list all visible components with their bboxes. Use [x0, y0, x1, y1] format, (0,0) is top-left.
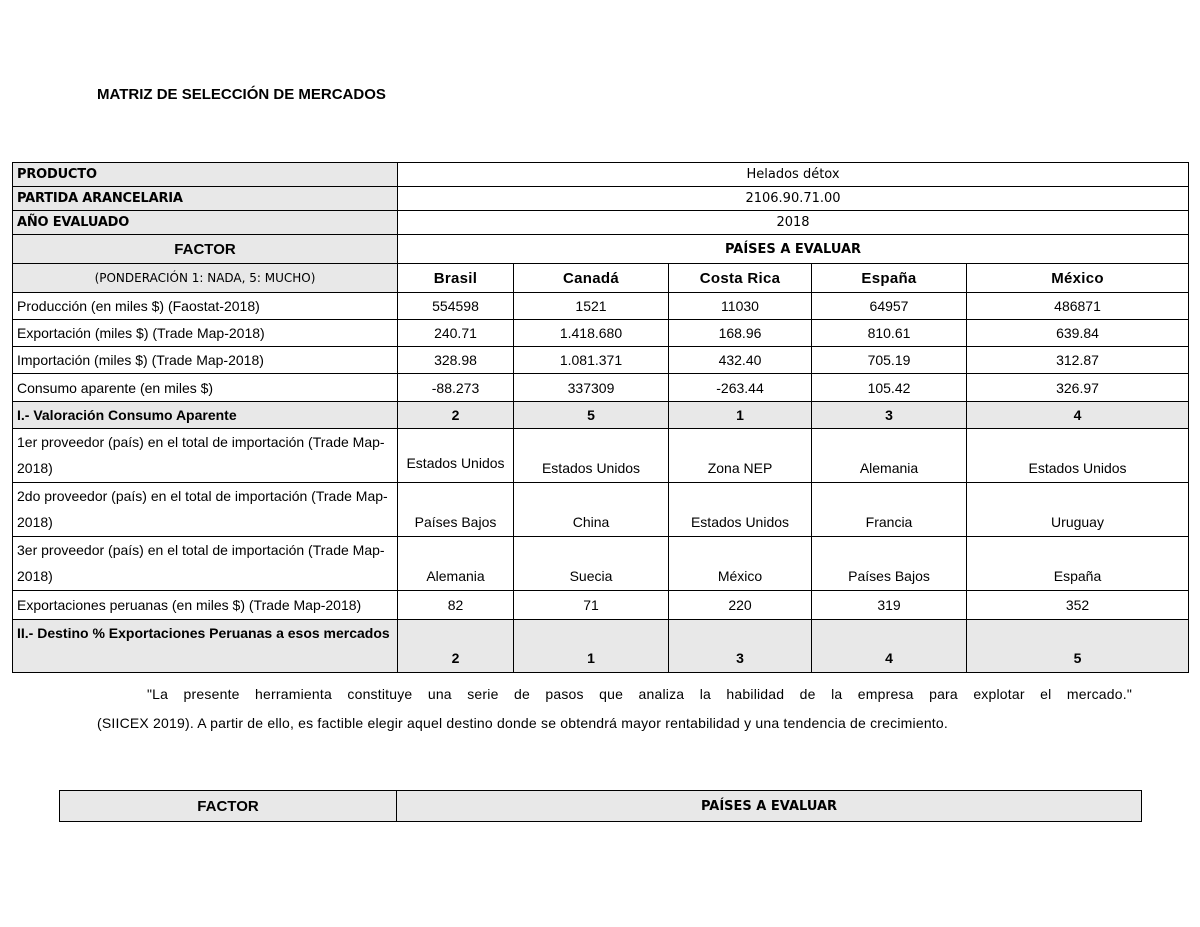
- table-cell: -88.273: [398, 374, 514, 402]
- info-row-anio: [13, 211, 1189, 235]
- header-row: [13, 235, 1189, 264]
- table-cell: 1.418.680: [514, 320, 669, 347]
- factor-header: FACTOR: [13, 235, 398, 264]
- table-row: [13, 293, 1189, 320]
- table-cell: 352: [967, 591, 1189, 620]
- country-header: Costa Rica: [669, 264, 812, 293]
- criterion-label: I.- Valoración Consumo Aparente: [13, 402, 398, 429]
- table-cell: Estados Unidos: [669, 483, 812, 537]
- table-cell: 432.40: [669, 347, 812, 374]
- table-cell: 312.87: [967, 347, 1189, 374]
- criterion-label: 3er proveedor (país) en el total de importación (Trade Map-2018): [13, 537, 398, 591]
- table-cell: Suecia: [514, 537, 669, 591]
- table-cell: 1521: [514, 293, 669, 320]
- info-value: Helados détox: [398, 163, 1189, 187]
- info-label: AÑO EVALUADO: [13, 211, 398, 235]
- score-cell: 4: [967, 402, 1189, 429]
- table-cell: 486871: [967, 293, 1189, 320]
- info-row-partida: [13, 187, 1189, 211]
- table-cell: Estados Unidos: [398, 429, 514, 483]
- criterion-label: Exportación (miles $) (Trade Map-2018): [13, 320, 398, 347]
- info-value: 2106.90.71.00: [398, 187, 1189, 211]
- table-cell: Países Bajos: [398, 483, 514, 537]
- quote-paragraph: [97, 680, 1132, 738]
- market-selection-matrix: [12, 162, 1189, 673]
- table-row: [13, 591, 1189, 620]
- info-label: PRODUCTO: [13, 163, 398, 187]
- table-cell: 64957: [812, 293, 967, 320]
- table-cell: España: [967, 537, 1189, 591]
- country-header: México: [967, 264, 1189, 293]
- table-cell: 240.71: [398, 320, 514, 347]
- criterion-label: Exportaciones peruanas (en miles $) (Trade Map-2018): [13, 591, 398, 620]
- table-cell: Alemania: [398, 537, 514, 591]
- second-table: [59, 790, 1142, 822]
- score-row-destino: [13, 620, 1189, 673]
- table-cell: Alemania: [812, 429, 967, 483]
- table-row: [13, 537, 1189, 591]
- table-cell: 639.84: [967, 320, 1189, 347]
- country-header: Brasil: [398, 264, 514, 293]
- score-cell: 3: [669, 620, 812, 673]
- table-row: [13, 347, 1189, 374]
- second-table-header-row: [60, 791, 1142, 822]
- score-cell: 2: [398, 620, 514, 673]
- criterion-label: Producción (en miles $) (Faostat-2018): [13, 293, 398, 320]
- quote-line: "La presente herramienta constituye una serie de pasos que analiza la habilidad de la empresa para explotar el mercado.": [147, 686, 1132, 702]
- table-cell: 810.61: [812, 320, 967, 347]
- info-row-producto: [13, 163, 1189, 187]
- score-cell: 1: [669, 402, 812, 429]
- table-cell: 220: [669, 591, 812, 620]
- table-cell: 337309: [514, 374, 669, 402]
- table-cell: 1.081.371: [514, 347, 669, 374]
- table-cell: Países Bajos: [812, 537, 967, 591]
- table-cell: 105.42: [812, 374, 967, 402]
- criterion-label: 2do proveedor (país) en el total de importación (Trade Map-2018): [13, 483, 398, 537]
- table-cell: Francia: [812, 483, 967, 537]
- table-row: [13, 429, 1189, 483]
- table-cell: 11030: [669, 293, 812, 320]
- table-cell: 71: [514, 591, 669, 620]
- table-cell: México: [669, 537, 812, 591]
- score-cell: 2: [398, 402, 514, 429]
- table-cell: 705.19: [812, 347, 967, 374]
- paises-header: PAÍSES A EVALUAR: [397, 791, 1142, 822]
- table-cell: Estados Unidos: [514, 429, 669, 483]
- score-cell: 4: [812, 620, 967, 673]
- score-cell: 3: [812, 402, 967, 429]
- score-cell: 5: [967, 620, 1189, 673]
- country-header: España: [812, 264, 967, 293]
- table-cell: Uruguay: [967, 483, 1189, 537]
- info-value: 2018: [398, 211, 1189, 235]
- score-row-consumo: [13, 402, 1189, 429]
- table-cell: 82: [398, 591, 514, 620]
- table-cell: 319: [812, 591, 967, 620]
- score-cell: 5: [514, 402, 669, 429]
- factor-header: FACTOR: [60, 791, 397, 822]
- quote-line: (SIICEX 2019). A partir de ello, es factible elegir aquel destino donde se obtendrá mayor rentabilidad y una tendencia de crecimiento.: [97, 715, 948, 731]
- criterion-label: Consumo aparente (en miles $): [13, 374, 398, 402]
- table-cell: 328.98: [398, 347, 514, 374]
- ponderacion-label: (PONDERACIÓN 1: NADA, 5: MUCHO): [13, 264, 398, 293]
- table-row: [13, 483, 1189, 537]
- score-cell: 1: [514, 620, 669, 673]
- table-cell: 168.96: [669, 320, 812, 347]
- criterion-label: 1er proveedor (país) en el total de importación (Trade Map-2018): [13, 429, 398, 483]
- table-cell: China: [514, 483, 669, 537]
- table-row: [13, 374, 1189, 402]
- table-cell: Estados Unidos: [967, 429, 1189, 483]
- paises-header: PAÍSES A EVALUAR: [398, 235, 1189, 264]
- country-header: Canadá: [514, 264, 669, 293]
- table-cell: 554598: [398, 293, 514, 320]
- table-row: [13, 320, 1189, 347]
- criterion-label: Importación (miles $) (Trade Map-2018): [13, 347, 398, 374]
- table-cell: -263.44: [669, 374, 812, 402]
- table-cell: Zona NEP: [669, 429, 812, 483]
- page-title: MATRIZ DE SELECCIÓN DE MERCADOS: [97, 86, 386, 103]
- info-label: PARTIDA ARANCELARIA: [13, 187, 398, 211]
- country-header-row: [13, 264, 1189, 293]
- criterion-label: II.- Destino % Exportaciones Peruanas a esos mercados: [13, 620, 398, 673]
- table-cell: 326.97: [967, 374, 1189, 402]
